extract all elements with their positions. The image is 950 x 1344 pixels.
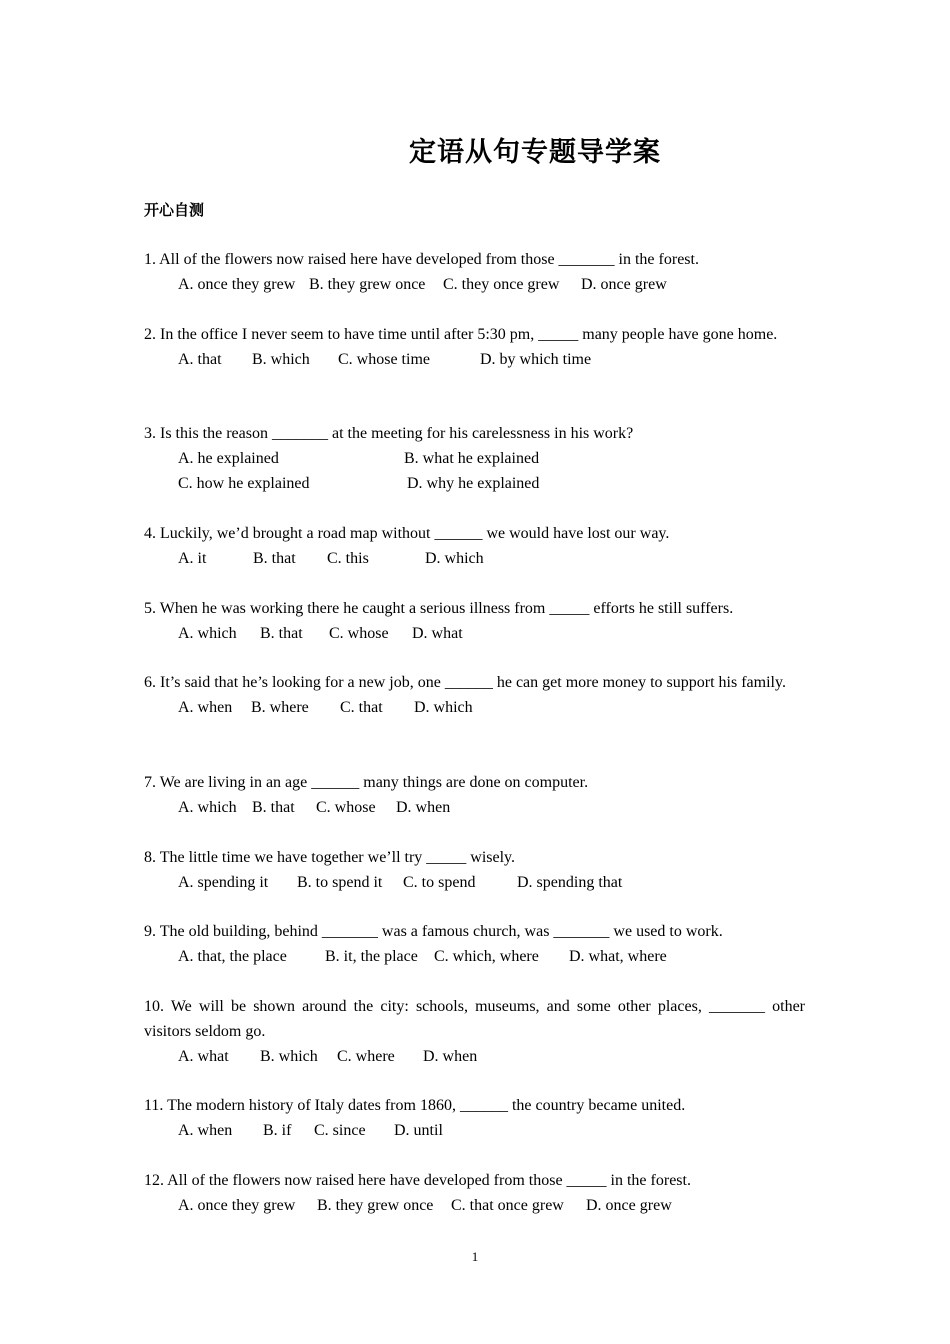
question-3 xyxy=(144,421,805,496)
options-row xyxy=(144,471,805,496)
page-title: 定语从句专题导学案 xyxy=(409,137,661,168)
option-b: B. which xyxy=(252,351,310,368)
option-d: D. which xyxy=(425,550,484,567)
option-b: B. it, the place xyxy=(325,948,418,965)
option-a: A. spending it xyxy=(178,874,269,891)
question-stem: 10. We will be shown around the city: schools, museums, and some other places, _______ other visitors seldom go. xyxy=(144,998,805,1040)
option-c: C. they once grew xyxy=(443,276,560,293)
option-c: C. to spend xyxy=(403,874,476,891)
option-a: A. when xyxy=(178,699,233,716)
options-row xyxy=(144,546,805,571)
option-c: C. this xyxy=(327,550,369,567)
option-a: A. once they grew xyxy=(178,1197,296,1214)
option-d: D. why he explained xyxy=(407,475,540,492)
option-d: D. spending that xyxy=(517,874,623,891)
option-d: D. when xyxy=(423,1048,478,1065)
option-d: D. by which time xyxy=(480,351,592,368)
option-c: C. whose time xyxy=(338,351,430,368)
question-4 xyxy=(144,521,805,571)
option-c: C. since xyxy=(314,1122,366,1139)
question-8 xyxy=(144,845,805,895)
question-stem: 5. When he was working there he caught a serious illness from _____ efforts he still suffers. xyxy=(144,600,734,617)
option-c: C. whose xyxy=(329,625,389,642)
options-row xyxy=(144,870,805,895)
option-a: A. once they grew xyxy=(178,276,296,293)
options-row xyxy=(144,944,805,969)
option-d: D. which xyxy=(414,699,473,716)
option-a: A. what xyxy=(178,1048,229,1065)
option-b: B. that xyxy=(260,625,303,642)
question-stem: 4. Luckily, we’d brought a road map without ______ we would have lost our way. xyxy=(144,525,670,542)
question-stem: 6. It’s said that he’s looking for a new job, one ______ he can get more money to support his family. xyxy=(144,674,786,691)
option-b: B. which xyxy=(260,1048,318,1065)
option-b: B. they grew once xyxy=(317,1197,434,1214)
question-stem: 11. The modern history of Italy dates from 1860, ______ the country became united. xyxy=(144,1097,686,1114)
options-row xyxy=(144,695,805,720)
options-row xyxy=(144,1193,805,1218)
question-12 xyxy=(144,1168,805,1218)
option-a: A. that xyxy=(178,351,222,368)
options-row xyxy=(144,446,805,471)
question-9 xyxy=(144,919,805,969)
option-d: D. once grew xyxy=(586,1197,672,1214)
option-a: A. it xyxy=(178,550,207,567)
option-a: A. which xyxy=(178,799,237,816)
question-stem: 12. All of the flowers now raised here have developed from those _____ in the forest. xyxy=(144,1172,691,1189)
option-c: C. how he explained xyxy=(178,475,310,492)
question-stem: 1. All of the flowers now raised here have developed from those _______ in the forest. xyxy=(144,251,699,268)
question-10 xyxy=(144,994,805,1069)
option-c: C. where xyxy=(337,1048,395,1065)
question-stem: 3. Is this the reason _______ at the meeting for his carelessness in his work? xyxy=(144,425,634,442)
question-stem: 7. We are living in an age ______ many things are done on computer. xyxy=(144,774,589,791)
option-a: A. which xyxy=(178,625,237,642)
question-2 xyxy=(144,322,805,372)
option-d: D. what, where xyxy=(569,948,667,965)
question-7 xyxy=(144,770,805,820)
option-d: D. once grew xyxy=(581,276,667,293)
option-b: B. to spend it xyxy=(297,874,383,891)
question-stem: 8. The little time we have together we’ll try _____ wisely. xyxy=(144,849,516,866)
option-b: B. they grew once xyxy=(309,276,426,293)
question-11 xyxy=(144,1093,805,1143)
question-6 xyxy=(144,670,805,720)
question-1 xyxy=(144,247,805,297)
option-b: B. that xyxy=(253,550,296,567)
options-row xyxy=(144,1118,805,1143)
options-row xyxy=(144,347,805,372)
option-c: C. that once grew xyxy=(451,1197,564,1214)
option-a: A. when xyxy=(178,1122,233,1139)
option-d: D. what xyxy=(412,625,463,642)
question-stem: 2. In the office I never seem to have time until after 5:30 pm, _____ many people have gone home. xyxy=(144,326,778,343)
option-b: B. that xyxy=(252,799,295,816)
option-b: B. what he explained xyxy=(404,450,540,467)
option-a: A. he explained xyxy=(178,450,279,467)
options-row xyxy=(144,1044,805,1069)
question-5 xyxy=(144,596,805,646)
options-row xyxy=(144,795,805,820)
option-d: D. until xyxy=(394,1122,443,1139)
option-c: C. which, where xyxy=(434,948,539,965)
question-stem: 9. The old building, behind _______ was a famous church, was _______ we used to work. xyxy=(144,923,723,940)
option-b: B. if xyxy=(263,1122,292,1139)
option-a: A. that, the place xyxy=(178,948,287,965)
option-d: D. when xyxy=(396,799,451,816)
option-c: C. that xyxy=(340,699,383,716)
page-number: 1 xyxy=(471,1249,479,1264)
section-heading: 开心自测 xyxy=(144,201,205,219)
option-b: B. where xyxy=(251,699,309,716)
options-row xyxy=(144,621,805,646)
options-row xyxy=(144,272,805,297)
option-c: C. whose xyxy=(316,799,376,816)
